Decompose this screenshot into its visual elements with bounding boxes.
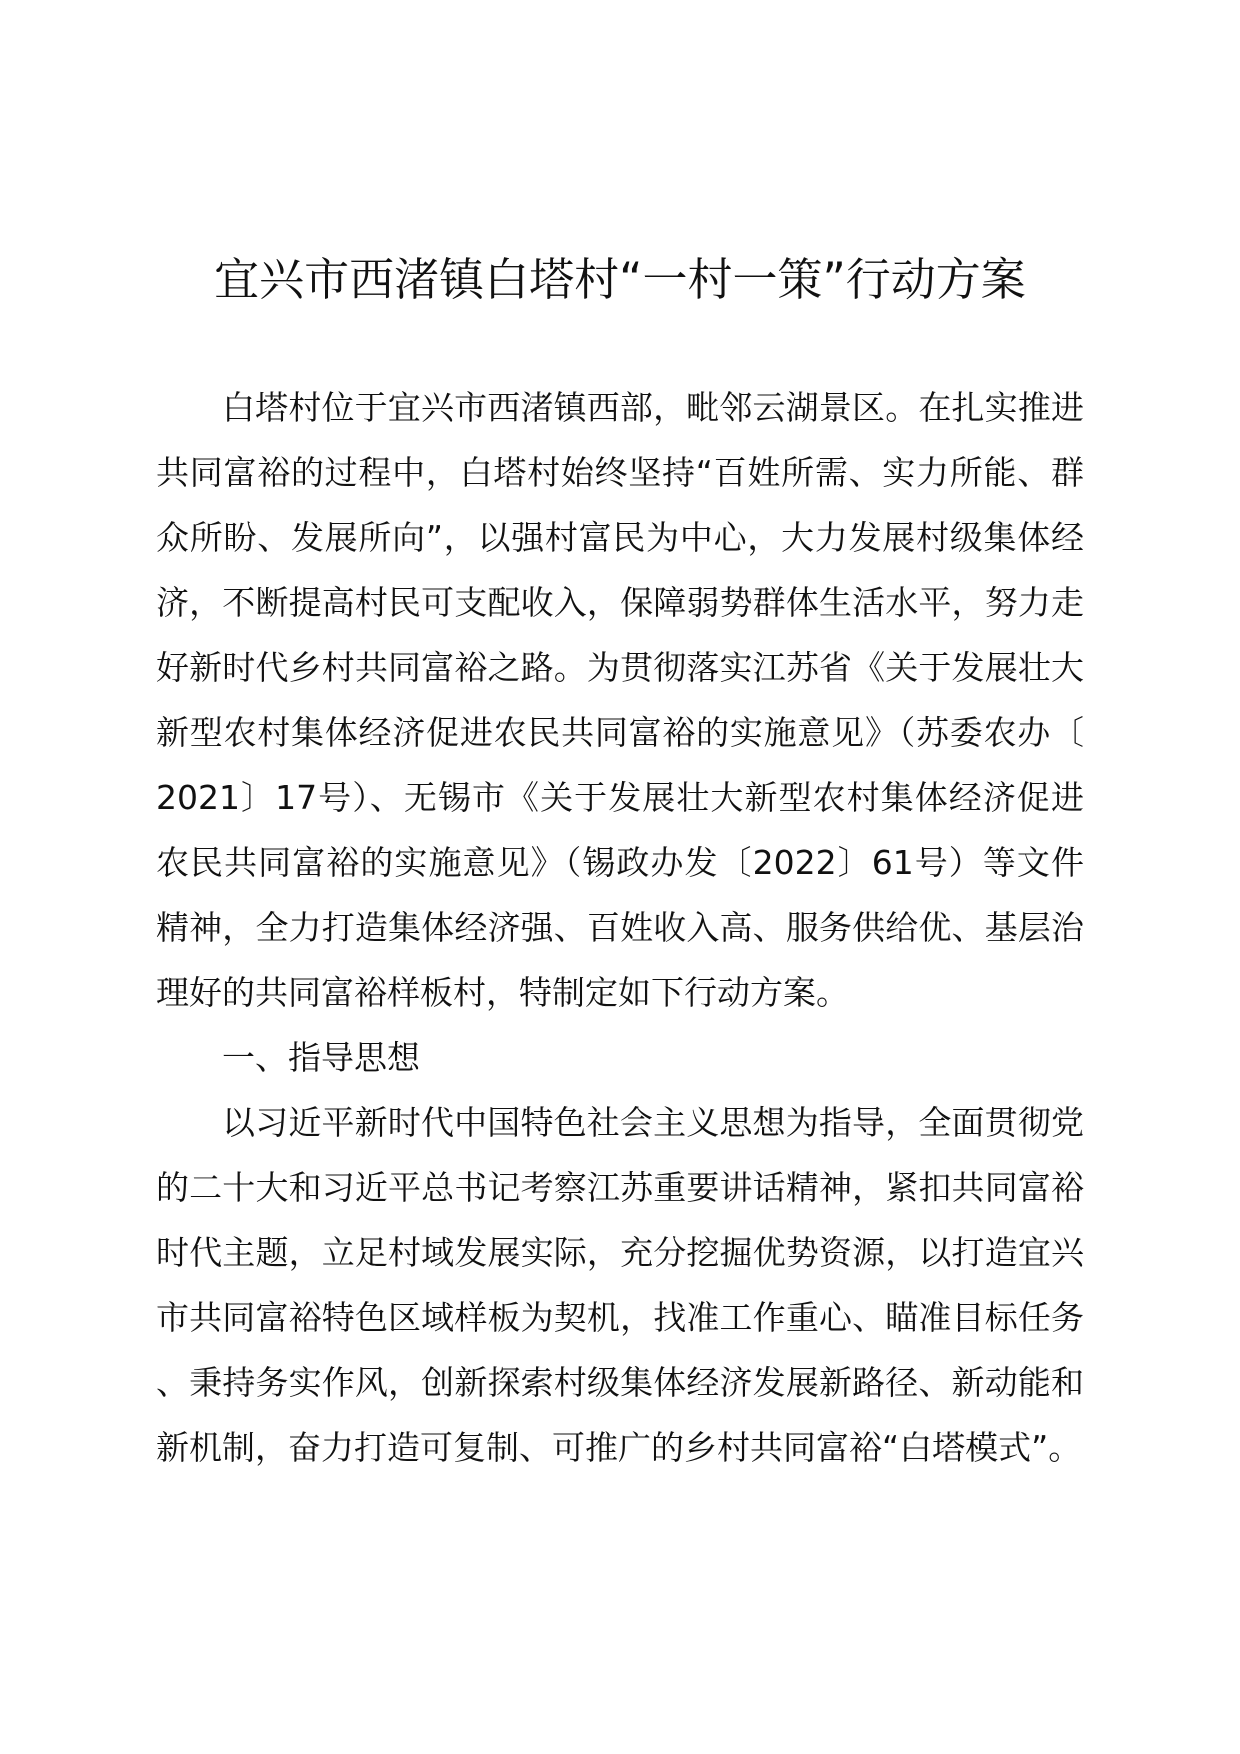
- guiding-ideology-paragraph: 以习近平新时代中国特色社会主义思想为指导，全面贯彻党的二十大和习近平总书记考察江苏重要讲话精神，紧扣共同富裕时代主题，立足村域发展实际，充分挖掘优势资源，以打造宜兴市共同富裕特色区域样板为契机，找准工作重心、瞄准目标任务、秉持务实作风，创新探索村级集体经济发展新路径、新动能和新机制，奋力打造可复制、可推广的乡村共同富裕“白塔模式”。: [156, 1103, 1084, 1467]
- intro-paragraph: 白塔村位于宜兴市西渚镇西部，毗邻云湖景区。在扎实推进共同富裕的过程中，白塔村始终坚持“百姓所需、实力所能、群众所盼、发展所向”，以强村富民为中心，大力发展村级集体经济，不断提高村民可支配收入，保障弱势群体生活水平，努力走好新时代乡村共同富裕之路。为贯彻落实江苏省《关于发展壮大新型农村集体经济促进农民共同富裕的实施意见》（苏委农办〔2021〕17号）、无锡市《关于发展壮大新型农村集体经济促进农民共同富裕的实施意见》（锡政办发〔2022〕61号）等文件精神，全力打造集体经济强、百姓收入高、服务供给优、基层治理好的共同富裕样板村，特制定如下行动方案。: [156, 388, 1084, 1012]
- document-body: [156, 375, 1084, 1480]
- document-title: 宜兴市西渚镇白塔村“一村一策”行动方案: [214, 253, 1026, 306]
- section-heading-guiding-ideology: 一、指导思想: [222, 1038, 420, 1077]
